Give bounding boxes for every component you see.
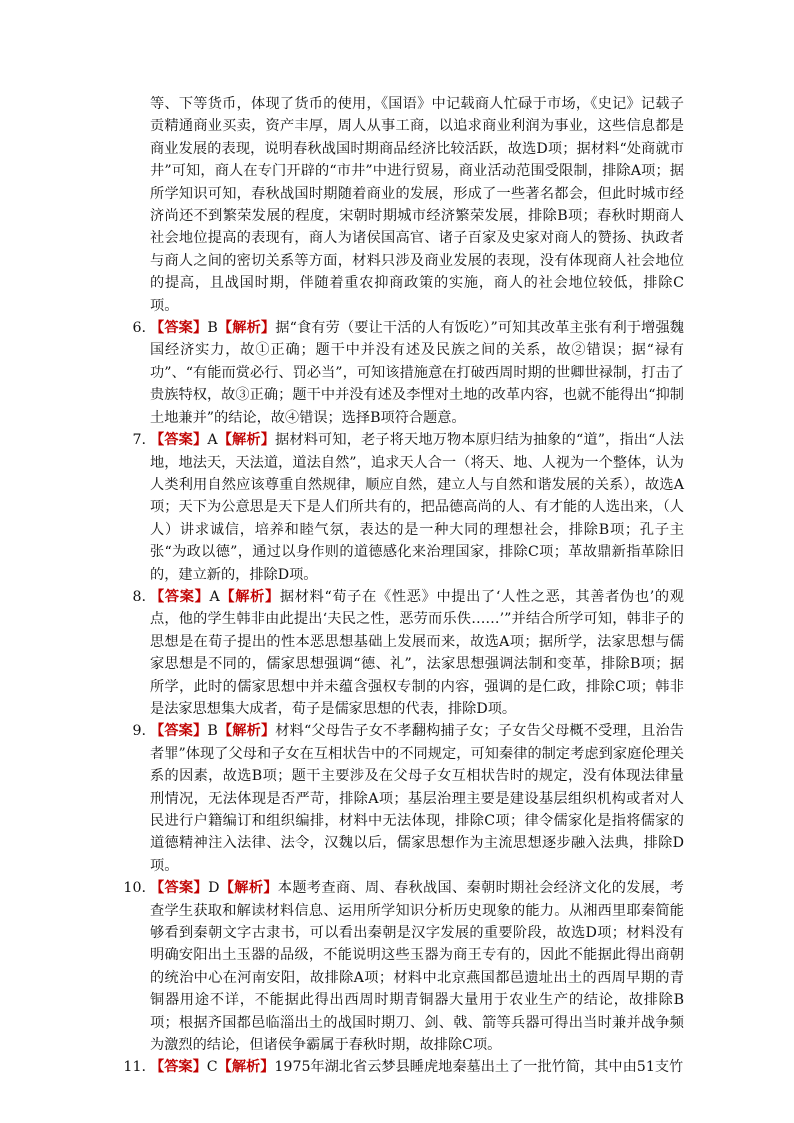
answer-label: 【答案】 [150, 432, 208, 449]
answer-item-8 [106, 586, 684, 720]
continuation-text: 等、下等货币，体现了货币的使用，《国语》中记载商人忙碌于市场，《史记》记载子贡精通商业买卖，资产丰厚，周人从事工商，以追求商业利润为事业，这些信息都是商业发展的表现，说明春秋战国时期商品经济比较活跃，故选D项；据材料“处商就市井”可知，商人在专门开辟的“市井”中进行贸易，商业活动范围受限制，排除A项；据所学知识可知，春秋战国时期随着商业的发展，形成了一些著名都会，但此时城市经济尚还不到繁荣发展的程度，宋朝时期城市经济繁荣发展，排除B项；春秋时期商人社会地位提高的表现有，商人为诸侯国高官、诸子百家及史家对商人的赞扬、执政者与商人之间的密切关系等方面，材料只涉及商业发展的表现，没有体现商人社会地位的提高，且战国时期，伴随着重农抑商政策的实施，商人的社会地位较低，排除C项。 [150, 96, 684, 314]
answer-choice: C [206, 1059, 218, 1076]
analysis-label: 【解析】 [217, 723, 276, 740]
item-number: 6. [132, 320, 146, 337]
answer-choice: A [209, 588, 220, 605]
item-number: 7. [132, 432, 146, 449]
answer-item-10 [106, 877, 684, 1056]
analysis-text: 本题考查商、周、春秋战国、秦朝时期社会经济文化的发展，考查学生获取和解读材料信息、运用所学知识分析历史现象的能力。从湘西里耶秦简能够看到秦朝文字古隶书，可以看出秦朝是汉字发展的重要阶段，故选D项；材料没有明确安阳出土玉器的品级，不能说明这些玉器为商王专有的，因此不能据此得出商朝的统治中心在河南安阳，故排除A项；材料中北京燕国都邑遗址出土的西周早期的青铜器用途不详，不能据此得出西周时期青铜器大量用于农业生产的结论，故排除B项；根据齐国都邑临淄出土的战国时期刀、剑、戟、箭等兵器可得出当时兼并战争频为激烈的结论，但诸侯争霸属于春秋时期，故排除C项。 [150, 880, 684, 1054]
item-number: 8. [132, 588, 146, 605]
item-number: 10. [123, 880, 146, 897]
answer-choice: B [207, 723, 218, 740]
answer-label: 【答案】 [150, 588, 210, 605]
analysis-text: 据材料“荀子在《性恶》中提出了‘人性之恶，其善者伪也’的观点，他的学生韩非由此提出‘夫民之性，恶劳而乐佚……’”并结合所学可知，韩非子的思想是在荀子提出的性本恶思想基础上发展而来，故选A项；据所学，法家思想与儒家思想是不同的，儒家思想强调“德、礼”，法家思想强调法制和变革，排除B项；据所学，此时的儒家思想中并未蕴含强权专制的内容，强调的是仁政，排除C项；韩非是法家思想集大成者，荀子是儒家思想的代表，排除D项。 [150, 588, 684, 717]
analysis-text: 据材料可知，老子将天地万物本原归结为抽象的“道”，指出“人法地，地法天，天法道，道法自然”，追求天人合一（将天、地、人视为一个整体，认为人类利用自然应该尊重自然规律，顺应自然，建立人与自然和谐发展的关系），故选A项；天下为公意思是天下是人们所共有的，把品德高尚的人、有才能的人选出来，（人人）讲求诚信，培养和睦气氛，表达的是一种大同的理想社会，排除B项；孔子主张“为政以德”，通过以身作则的道德感化来治理国家，排除C项；革故鼎新指革除旧的，建立新的，排除D项。 [150, 432, 684, 583]
continuation-paragraph [106, 93, 684, 317]
answer-item-11 [106, 1056, 684, 1078]
answer-item-9 [106, 720, 684, 877]
analysis-text: 1975年湖北省云梦县睡虎地秦墓出土了一批竹简，其中由51支竹 [274, 1059, 684, 1076]
answer-label: 【答案】 [150, 320, 208, 337]
analysis-label: 【解析】 [217, 432, 276, 449]
answer-item-7 [106, 429, 684, 586]
item-number: 11. [123, 1059, 146, 1076]
analysis-text: 材料“父母告子女不孝翻构捕子女；子女告父母概不受理，且治告者罪”体现了父母和子女在互相状告中的不同规定，可知秦律的制定考虑到家庭伦理关系的因素，故选B项；题干主要涉及在父母子女互相状告时的规定，没有体现法律量刑情况，无法体现是否严苛，排除A项；基层治理主要是建设基层组织机构或者对人民进行户籍编订和组织编排，材料中无法体现，排除C项；律令儒家化是指将儒家的道德精神注入法律、法令，汉魏以后，儒家思想作为主流思想逐步融入法典，排除D项。 [150, 723, 684, 874]
answer-label: 【答案】 [150, 1059, 207, 1076]
analysis-label: 【解析】 [217, 320, 276, 337]
analysis-label: 【解析】 [219, 880, 278, 897]
answer-choice: D [208, 880, 220, 897]
analysis-label: 【解析】 [217, 1059, 275, 1076]
analysis-label: 【解析】 [219, 588, 280, 605]
answer-label: 【答案】 [150, 723, 208, 740]
answer-choice: A [207, 432, 218, 449]
analysis-text: 据“食有劳（要让干活的人有饭吃）”可知其改革主张有利于增强魏国经济实力，故①正确；题干中并没有述及民族之间的关系，故②错误；据“禄有功”、“有能而赏必行、罚必当”，可知该措施意在打破西周时期的世卿世禄制，打击了贵族特权，故③正确；题干中并没有述及李悝对土地的改革内容，也就不能得出“抑制土地兼并”的结论，故④错误；选择B项符合题意。 [150, 320, 684, 426]
item-number: 9. [132, 723, 146, 740]
answer-label: 【答案】 [150, 880, 209, 897]
answer-choice: B [207, 320, 218, 337]
answer-item-6 [106, 317, 684, 429]
